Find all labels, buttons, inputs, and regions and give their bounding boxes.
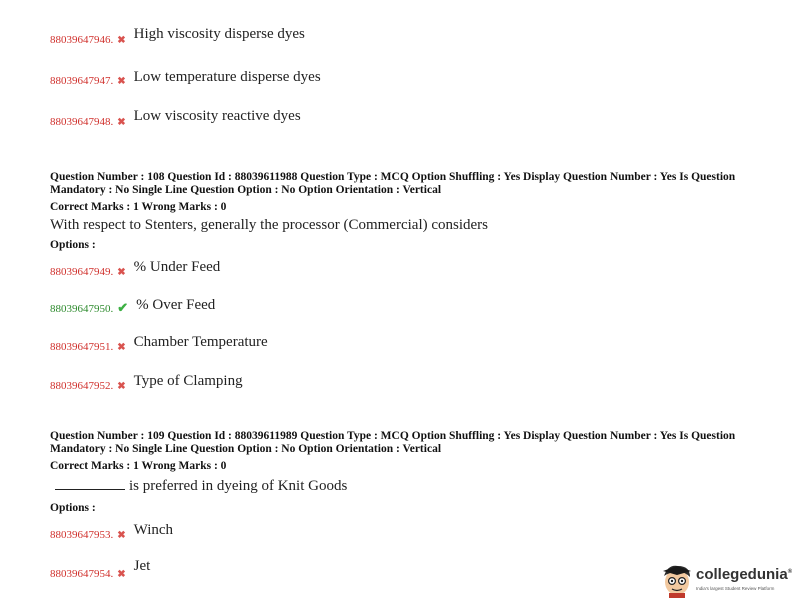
option-row [50,558,151,582]
wrong-mark-icon: ✖ [117,381,126,392]
option-row [50,26,305,48]
question-text [55,477,347,495]
question-meta: Question Number : 109 Question Id : 88039611989 Question Type : MCQ Option Shuffling : Yes Display Question Number : Yes Is Question Mandatory : No Single Line Question Option : No Option Orientation : Vertical [50,430,736,455]
wrong-mark-icon: ✖ [117,117,126,128]
option-id: 88039647953. [50,529,114,541]
option-text: Low viscosity reactive dyes [133,108,301,124]
question-text: With respect to Stenters, generally the processor (Commercial) considers [50,217,489,233]
correct-mark-icon: ✔ [117,300,129,315]
question-marks: Correct Marks : 1 Wrong Marks : 0 [50,460,227,472]
wrong-mark-icon: ✖ [117,267,126,278]
mascot-icon [660,562,694,598]
option-text: Low temperature disperse dyes [133,69,321,85]
option-id: 88039647948. [50,116,114,128]
option-text: Chamber Temperature [133,334,268,350]
option-id: 88039647949. [50,266,114,278]
collegedunia-logo [660,560,792,600]
options-label: Options : [50,502,96,514]
option-row [50,373,243,394]
options-label: Options : [50,239,96,251]
option-text: Jet [133,558,151,574]
wrong-mark-icon: ✖ [117,569,126,580]
option-row [50,334,268,355]
option-id: 88039647951. [50,341,114,353]
option-row [50,71,321,89]
option-text: % Under Feed [133,259,221,275]
option-row [50,259,221,280]
wrong-mark-icon: ✖ [117,76,126,87]
logo-name-text: collegedunia [696,566,788,583]
option-id: 88039647952. [50,380,114,392]
logo-name [696,566,792,583]
wrong-mark-icon: ✖ [117,530,126,541]
question-marks: Correct Marks : 1 Wrong Marks : 0 [50,201,227,213]
option-row [50,299,215,317]
answer-blank [55,477,125,490]
logo-tagline: India's largest Student Review Platform [696,586,775,591]
question-meta: Question Number : 108 Question Id : 88039611988 Question Type : MCQ Option Shuffling : Yes Display Question Number : Yes Is Question Mandatory : No Single Line Question Option : No Option Orientation : Vertical [50,171,736,196]
option-id: 88039647950. [50,303,114,315]
option-text: High viscosity disperse dyes [133,26,305,42]
option-row [50,108,301,130]
option-text: Type of Clamping [133,373,243,389]
option-text: % Over Feed [136,297,216,313]
option-id: 88039647946. [50,34,114,46]
option-id: 88039647954. [50,568,114,580]
option-text: Winch [133,522,174,538]
question-text-content: is preferred in dyeing of Knit Goods [129,478,348,494]
logo-registered-mark: ® [787,569,792,575]
wrong-mark-icon: ✖ [117,35,126,46]
option-row [50,522,174,543]
wrong-mark-icon: ✖ [117,342,126,353]
option-id: 88039647947. [50,75,114,87]
